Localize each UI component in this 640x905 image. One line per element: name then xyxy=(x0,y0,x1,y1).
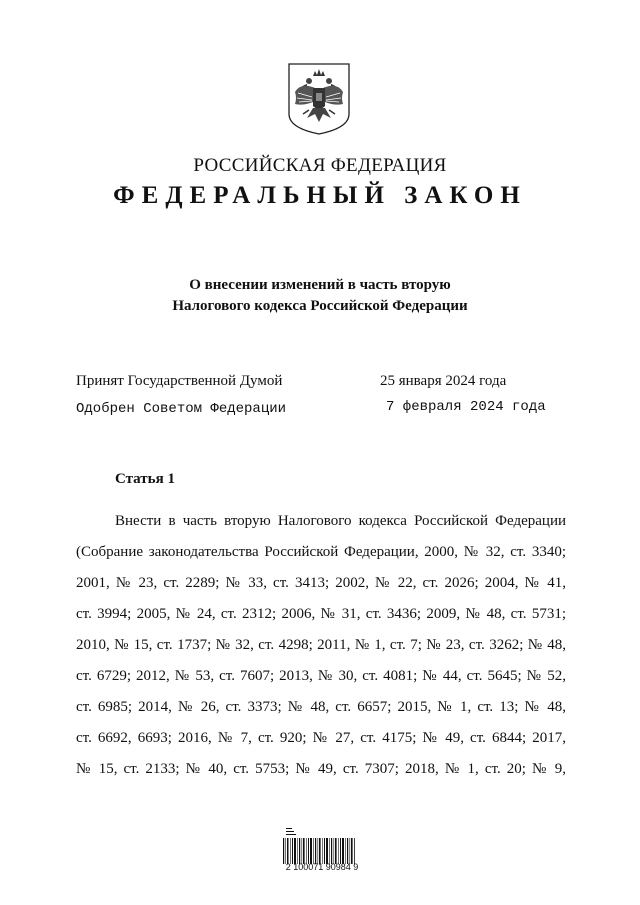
body-line: ст. 6985; 2014, № 26, ст. 3373; № 48, ст. 6657; 2015, № 1, ст. 13; № 48, xyxy=(76,699,566,715)
body-line: ст. 3994; 2005, № 24, ст. 2312; 2006, № 31, ст. 3436; 2009, № 48, ст. 5731; xyxy=(76,606,566,622)
article-body xyxy=(76,506,566,785)
body-line: Внести в часть вторую Налогового кодекса Российской Федерации xyxy=(115,513,566,529)
body-line: № 15, ст. 2133; № 40, ст. 5753; № 49, ст. 7307; 2018, № 1, ст. 20; № 9, xyxy=(76,761,566,777)
law-title-line-1: О внесении изменений в часть вторую xyxy=(189,277,451,293)
law-title xyxy=(0,275,640,317)
body-line: 2001, № 23, ст. 2289; № 33, ст. 3413; 2002, № 22, ст. 2026; 2004, № 41, xyxy=(76,575,566,591)
country-name: РОССИЙСКАЯ ФЕДЕРАЦИЯ xyxy=(193,155,447,176)
article-heading: Статья 1 xyxy=(115,471,175,487)
body-line: ст. 6692, 6693; 2016, № 7, ст. 920; № 27, ст. 4175; № 49, ст. 6844; 2017, xyxy=(76,730,566,746)
duma-adoption-label: Принят Государственной Думой xyxy=(76,373,283,389)
body-line: (Собрание законодательства Российской Федерации, 2000, № 32, ст. 3340; xyxy=(76,544,566,560)
council-approval-label: Одобрен Советом Федерации xyxy=(76,401,287,417)
law-title-line-2: Налогового кодекса Российской Федерации xyxy=(172,298,468,314)
duma-adoption-date: 25 января 2024 года xyxy=(380,373,507,389)
document-type: ФЕДЕРАЛЬНЫЙ ЗАКОН xyxy=(113,182,527,209)
coat-of-arms-emblem xyxy=(287,62,351,136)
council-approval-date: 7 февраля 2024 года xyxy=(386,399,546,415)
barcode-number: 2 100071 90984 9 xyxy=(285,862,359,872)
body-line: 2010, № 15, ст. 1737; № 32, ст. 4298; 2011, № 1, ст. 7; № 23, ст. 3262; № 48, xyxy=(76,637,566,653)
body-line: ст. 6729; 2012, № 53, ст. 7607; 2013, № 30, ст. 4081; № 44, ст. 5645; № 52, xyxy=(76,668,566,684)
